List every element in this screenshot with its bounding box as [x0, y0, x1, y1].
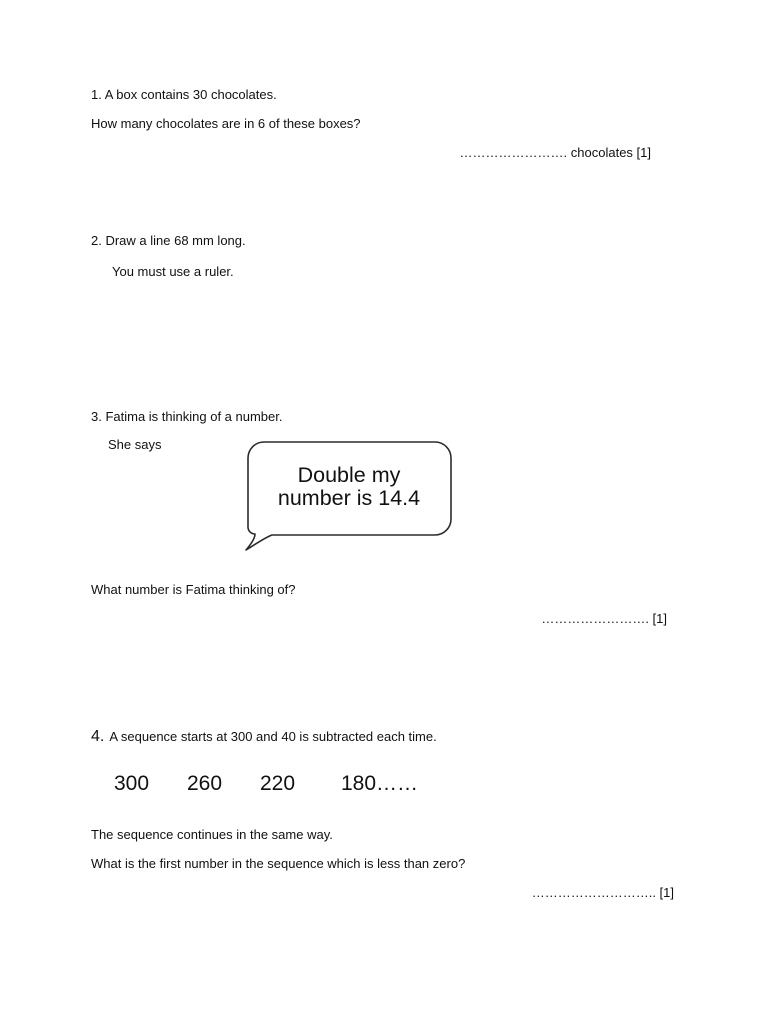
question-3-prompt: What number is Fatima thinking of? — [91, 582, 296, 597]
question-1-answer-line: ……………………. chocolates [1] — [459, 145, 651, 160]
question-4-prompt: What is the first number in the sequence which is less than zero? — [91, 856, 466, 871]
question-4-statement — [91, 729, 437, 745]
question-3-answer-line: ……………………. [1] — [541, 611, 667, 626]
sequence-term: 260 — [187, 772, 223, 795]
question-3-statement: 3. Fatima is thinking of a number. — [91, 409, 283, 424]
question-4-answer-line: ……………………….. [1] — [531, 885, 674, 900]
sequence-term: 300 — [114, 772, 150, 795]
speech-bubble — [240, 438, 460, 558]
sequence-term: 180…… — [341, 772, 419, 795]
speech-bubble-line-2: number is 14.4 — [277, 486, 421, 510]
speech-bubble-line-1: Double my — [297, 463, 401, 487]
question-4-continuation: The sequence continues in the same way. — [91, 827, 333, 842]
question-2-statement: 2. Draw a line 68 mm long. — [91, 233, 246, 248]
question-4-number: 4. — [91, 728, 105, 745]
question-4-statement-text: A sequence starts at 300 and 40 is subtracted each time. — [109, 729, 437, 744]
question-2-instruction: You must use a ruler. — [112, 264, 234, 279]
question-3-she-says: She says — [108, 437, 162, 452]
question-1-prompt: How many chocolates are in 6 of these boxes? — [91, 116, 361, 131]
sequence-term: 220 — [260, 772, 296, 795]
question-1-statement: 1. A box contains 30 chocolates. — [91, 87, 277, 102]
